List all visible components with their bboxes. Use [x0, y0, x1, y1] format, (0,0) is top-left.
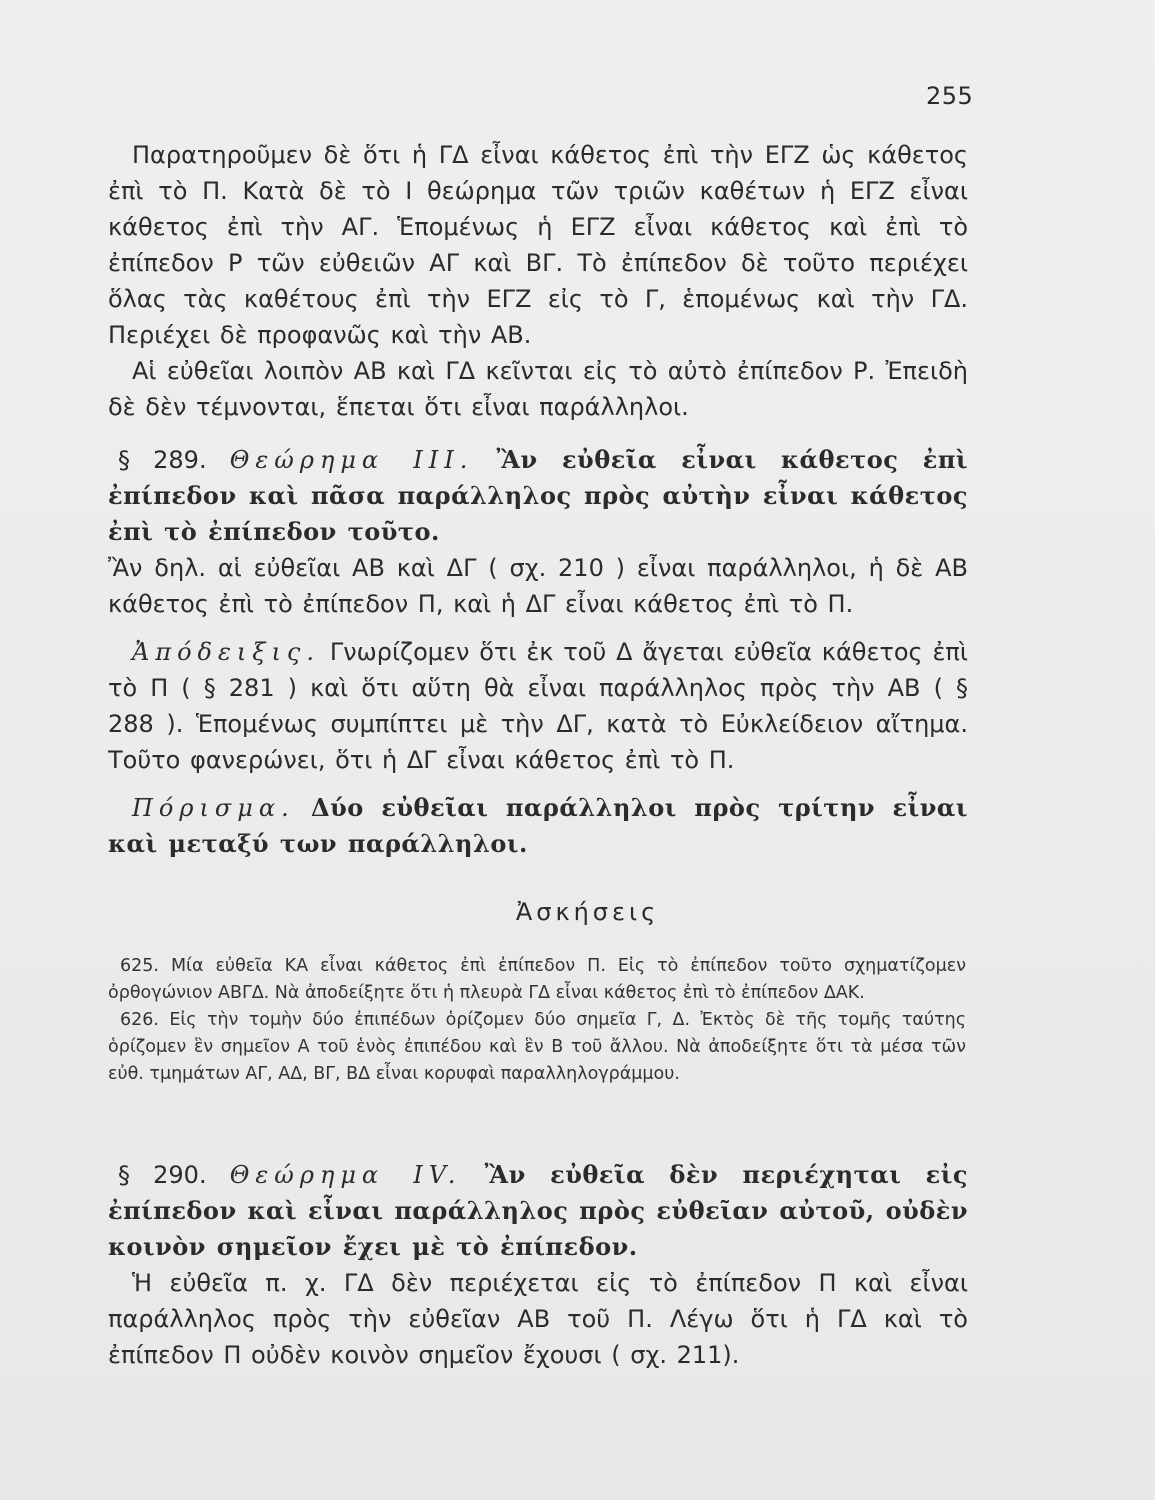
exercise-625: 625. Μία εὐθεῖα ΚΑ εἶναι κάθετος ἐπὶ ἐπίπεδον Π. Εἰς τὸ ἐπίπεδον τοῦτο σχηματίζομεν ὀρθογώνιον ΑΒΓΔ. Νὰ ἀποδείξητε ὅτι ἡ πλευρὰ ΓΔ εἶναι κάθετος ἐπὶ τὸ ἐπίπεδον ΔΑΚ.	[108, 956, 966, 1003]
corollary-label: Πόρισμα.	[132, 794, 295, 822]
corollary	[108, 790, 968, 862]
corollary-text: Δύο εὐθεῖαι παράλληλοι πρὸς τρίτην εἶναι καὶ μεταξύ των παράλληλοι.	[108, 793, 968, 858]
section-number: § 290.	[118, 1161, 207, 1189]
section-290	[108, 1157, 968, 1373]
section-number: § 289.	[118, 446, 207, 474]
theorem-statement: Ἂν εὐθεῖα εἶναι κάθετος ἐπὶ ἐπίπεδον καὶ πᾶσα παράλληλος πρὸς αὐτὴν εἶναι κάθετος ἐπὶ τὸ ἐπίπεδον τοῦτο.	[108, 445, 968, 546]
page-number: 255	[926, 82, 974, 110]
exercises-title: Ἀσκήσεις	[515, 898, 660, 926]
theorem-289-proof	[108, 634, 968, 778]
exercises-list	[108, 953, 966, 1088]
exercise-626: 626. Εἰς τὴν τομὴν δύο ἐπιπέδων ὁρίζομεν δύο σημεῖα Γ, Δ. Ἐκτὸς δὲ τῆς τομῆς ταύτης ὁρίζομεν ἓν σημεῖον Α τοῦ ἑνὸς ἐπιπέδου καὶ ἓν Β τοῦ ἄλλου. Νὰ ἀποδείξητε ὅτι τὰ μέσα τῶν εὐθ. τμημάτων ΑΓ, ΑΔ, ΒΓ, ΒΔ εἶναι κορυφαὶ παραλληλογράμμου.	[108, 1010, 966, 1084]
intro-text	[108, 137, 968, 425]
section-289	[108, 442, 968, 862]
theorem-289-given: Ἂν δηλ. αἱ εὐθεῖαι ΑΒ καὶ ΔΓ ( σχ. 210 ) εἶναι παράλληλοι, ἡ δὲ ΑΒ κάθετος ἐπὶ τὸ ἐπίπεδον Π, καὶ ἡ ΔΓ εἶναι κάθετος ἐπὶ τὸ Π.	[108, 554, 968, 618]
theorem-290-heading	[108, 1157, 968, 1265]
intro-paragraph-1: Παρατηροῦμεν δὲ ὅτι ἡ ΓΔ εἶναι κάθετος ἐπὶ τὴν ΕΓΖ ὡς κάθετος ἐπὶ τὸ Π. Κατὰ δὲ τὸ Ι θεώρημα τῶν τριῶν καθέτων ἡ ΕΓΖ εἶναι κάθετος ἐπὶ τὴν ΑΓ. Ἑπομένως ἡ ΕΓΖ εἶναι κάθετος καὶ ἐπὶ τὸ ἐπίπεδον Ρ τῶν εὐθειῶν ΑΓ καὶ ΒΓ. Τὸ ἐπίπεδον δὲ τοῦτο περιέχει ὅλας τὰς καθέτους ἐπὶ τὴν ΕΓΖ εἰς τὸ Γ, ἑπομένως καὶ τὴν ΓΔ. Περιέχει δὲ προφανῶς καὶ τὴν ΑΒ.	[108, 141, 968, 349]
theorem-label: Θεώρημα IV.	[229, 1161, 462, 1189]
proof-text: Γνωρίζομεν ὅτι ἐκ τοῦ Δ ἄγεται εὐθεῖα κάθετος ἐπὶ τὸ Π ( § 281 ) καὶ ὅτι αὕτη θὰ εἶναι παράλληλος πρὸς τὴν ΑΒ ( § 288 ). Ἑπομένως συμπίπτει μὲ τὴν ΔΓ, κατὰ τὸ Εὐκλείδειον αἴτημα. Τοῦτο φανερώνει, ὅτι ἡ ΔΓ εἶναι κάθετος ἐπὶ τὸ Π.	[108, 638, 968, 774]
theorem-label: Θεώρημα III.	[229, 446, 474, 474]
theorem-290-given: Ἡ εὐθεῖα π. χ. ΓΔ δὲν περιέχεται εἰς τὸ ἐπίπεδον Π καὶ εἶναι παράλληλος πρὸς τὴν εὐθεῖαν ΑΒ τοῦ Π. Λέγω ὅτι ἡ ΓΔ καὶ τὸ ἐπίπεδον Π οὐδὲν κοινὸν σημεῖον ἔχουσι ( σχ. 211).	[108, 1269, 968, 1369]
theorem-statement: Ἂν εὐθεῖα δὲν περιέχηται εἰς ἐπίπεδον καὶ εἶναι παράλληλος πρὸς εὐθεῖαν αὐτοῦ, οὐδὲν κοινὸν σημεῖον ἔχει μὲ τὸ ἐπίπεδον.	[108, 1160, 968, 1261]
theorem-289-heading	[108, 442, 968, 550]
intro-paragraph-2: Αἱ εὐθεῖαι λοιπὸν ΑΒ καὶ ΓΔ κεῖνται εἰς τὸ αὐτὸ ἐπίπεδον Ρ. Ἐπειδὴ δὲ δὲν τέμνονται, ἕπεται ὅτι εἶναι παράλληλοι.	[108, 357, 968, 421]
proof-label: Ἀπόδειξις.	[132, 638, 320, 666]
